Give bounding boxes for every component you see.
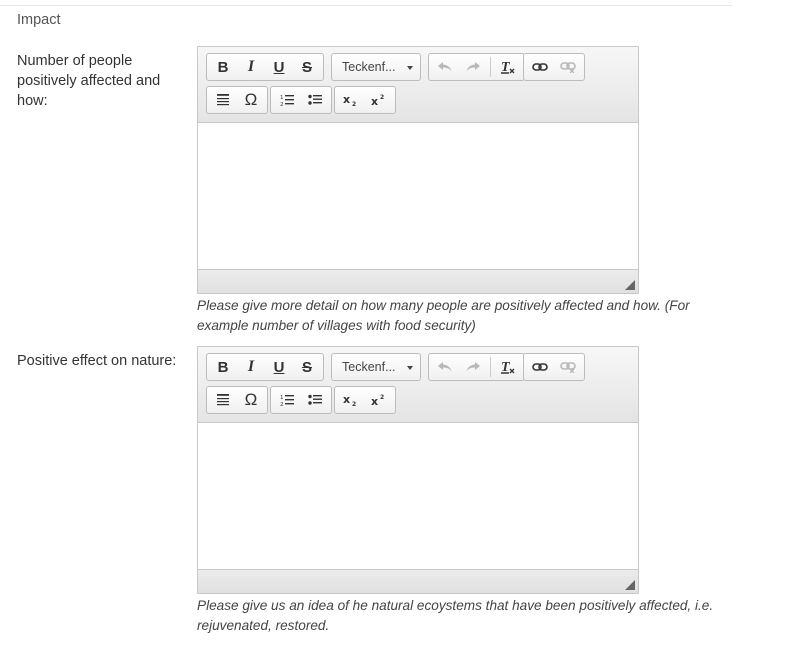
redo-button[interactable] bbox=[459, 55, 487, 79]
editor-toolbar bbox=[198, 47, 638, 123]
undo-button[interactable] bbox=[431, 355, 459, 379]
chevron-down-icon bbox=[407, 66, 413, 70]
unlink-button[interactable] bbox=[554, 55, 582, 79]
svg-text:2: 2 bbox=[380, 394, 385, 401]
editor-status-bar bbox=[198, 269, 638, 293]
svg-text:1: 1 bbox=[280, 95, 284, 101]
superscript-button[interactable] bbox=[365, 388, 393, 412]
remove-format-icon bbox=[500, 59, 516, 75]
underline-button[interactable]: U bbox=[273, 358, 285, 376]
undo-icon bbox=[437, 61, 453, 73]
subscript-icon bbox=[343, 93, 359, 107]
editor-status-bar bbox=[198, 569, 638, 593]
svg-text:2: 2 bbox=[280, 402, 284, 407]
justify-button[interactable] bbox=[209, 88, 237, 112]
undo-icon bbox=[437, 361, 453, 373]
history-group bbox=[428, 353, 525, 381]
basic-style-group bbox=[206, 353, 324, 381]
superscript-icon bbox=[371, 393, 387, 407]
section-title: Impact bbox=[17, 12, 61, 28]
list-group bbox=[270, 86, 332, 114]
bullet-list-button[interactable] bbox=[301, 388, 329, 412]
numbered-list-icon bbox=[280, 93, 294, 107]
unlink-icon bbox=[560, 61, 576, 73]
field-label-people: Number of people positively affected and how: bbox=[17, 53, 161, 109]
subscript-icon bbox=[343, 393, 359, 407]
superscript-button[interactable] bbox=[365, 88, 393, 112]
toolbar-separator bbox=[490, 57, 491, 77]
justify-button[interactable] bbox=[209, 388, 237, 412]
toolbar-separator bbox=[490, 357, 491, 377]
unlink-icon bbox=[560, 361, 576, 373]
svg-text:1: 1 bbox=[280, 395, 284, 401]
editor-content[interactable] bbox=[198, 123, 638, 269]
font-select[interactable] bbox=[331, 353, 421, 381]
list-group bbox=[270, 386, 332, 414]
field-label-nature: Positive effect on nature: bbox=[17, 353, 177, 369]
unlink-button[interactable] bbox=[554, 355, 582, 379]
history-group bbox=[428, 53, 525, 81]
block-group bbox=[206, 386, 268, 414]
editor-nature bbox=[197, 346, 639, 594]
font-select[interactable] bbox=[331, 53, 421, 81]
bullet-list-icon bbox=[308, 393, 322, 407]
link-button[interactable] bbox=[526, 355, 554, 379]
subscript-button[interactable] bbox=[337, 88, 365, 112]
resize-handle-icon[interactable] bbox=[625, 580, 635, 590]
remove-format-icon bbox=[500, 359, 516, 375]
svg-text:2: 2 bbox=[352, 401, 357, 407]
bullet-list-button[interactable] bbox=[301, 88, 329, 112]
redo-icon bbox=[465, 61, 481, 73]
justify-icon bbox=[216, 393, 230, 407]
section-divider bbox=[0, 5, 732, 6]
underline-button[interactable]: U bbox=[273, 58, 285, 76]
svg-text:T: T bbox=[501, 60, 510, 75]
svg-text:T: T bbox=[501, 360, 510, 375]
script-group bbox=[334, 386, 396, 414]
bullet-list-icon bbox=[308, 93, 322, 107]
italic-button[interactable]: I bbox=[247, 358, 255, 375]
font-select-label: Teckenf... bbox=[342, 360, 396, 374]
remove-format-button[interactable] bbox=[494, 355, 522, 379]
help-text-people: Please give more detail on how many people are positively affected and how. (For example number of villages with food security) bbox=[197, 298, 690, 333]
special-char-button[interactable]: Ω bbox=[244, 390, 258, 409]
numbered-list-button[interactable] bbox=[273, 388, 301, 412]
editor-people bbox=[197, 46, 639, 294]
justify-icon bbox=[216, 93, 230, 107]
bold-button[interactable]: B bbox=[217, 58, 229, 76]
svg-text:x: x bbox=[371, 395, 379, 407]
svg-text:x: x bbox=[343, 393, 351, 406]
strike-button[interactable]: S bbox=[301, 58, 312, 76]
link-group bbox=[523, 53, 585, 81]
svg-text:x: x bbox=[343, 93, 351, 106]
editor-toolbar bbox=[198, 347, 638, 423]
block-group bbox=[206, 86, 268, 114]
superscript-icon bbox=[371, 93, 387, 107]
help-text-nature: Please give us an idea of he natural ecoystems that have been positively affected, i.e. rejuvenated, restored. bbox=[197, 598, 714, 633]
bold-button[interactable]: B bbox=[217, 358, 229, 376]
chevron-down-icon bbox=[407, 366, 413, 370]
editor-content[interactable] bbox=[198, 423, 638, 569]
undo-button[interactable] bbox=[431, 55, 459, 79]
svg-text:2: 2 bbox=[280, 102, 284, 107]
link-icon bbox=[532, 62, 548, 72]
link-button[interactable] bbox=[526, 55, 554, 79]
resize-handle-icon[interactable] bbox=[625, 280, 635, 290]
svg-text:x: x bbox=[371, 95, 379, 107]
link-group bbox=[523, 353, 585, 381]
numbered-list-button[interactable] bbox=[273, 88, 301, 112]
link-icon bbox=[532, 362, 548, 372]
svg-text:2: 2 bbox=[380, 94, 385, 101]
numbered-list-icon bbox=[280, 393, 294, 407]
special-char-button[interactable]: Ω bbox=[244, 90, 258, 109]
strike-button[interactable]: S bbox=[301, 358, 312, 376]
subscript-button[interactable] bbox=[337, 388, 365, 412]
redo-icon bbox=[465, 361, 481, 373]
redo-button[interactable] bbox=[459, 355, 487, 379]
basic-style-group bbox=[206, 53, 324, 81]
script-group bbox=[334, 86, 396, 114]
font-select-label: Teckenf... bbox=[342, 60, 396, 74]
svg-text:2: 2 bbox=[352, 101, 357, 107]
italic-button[interactable]: I bbox=[247, 58, 255, 75]
remove-format-button[interactable] bbox=[494, 55, 522, 79]
